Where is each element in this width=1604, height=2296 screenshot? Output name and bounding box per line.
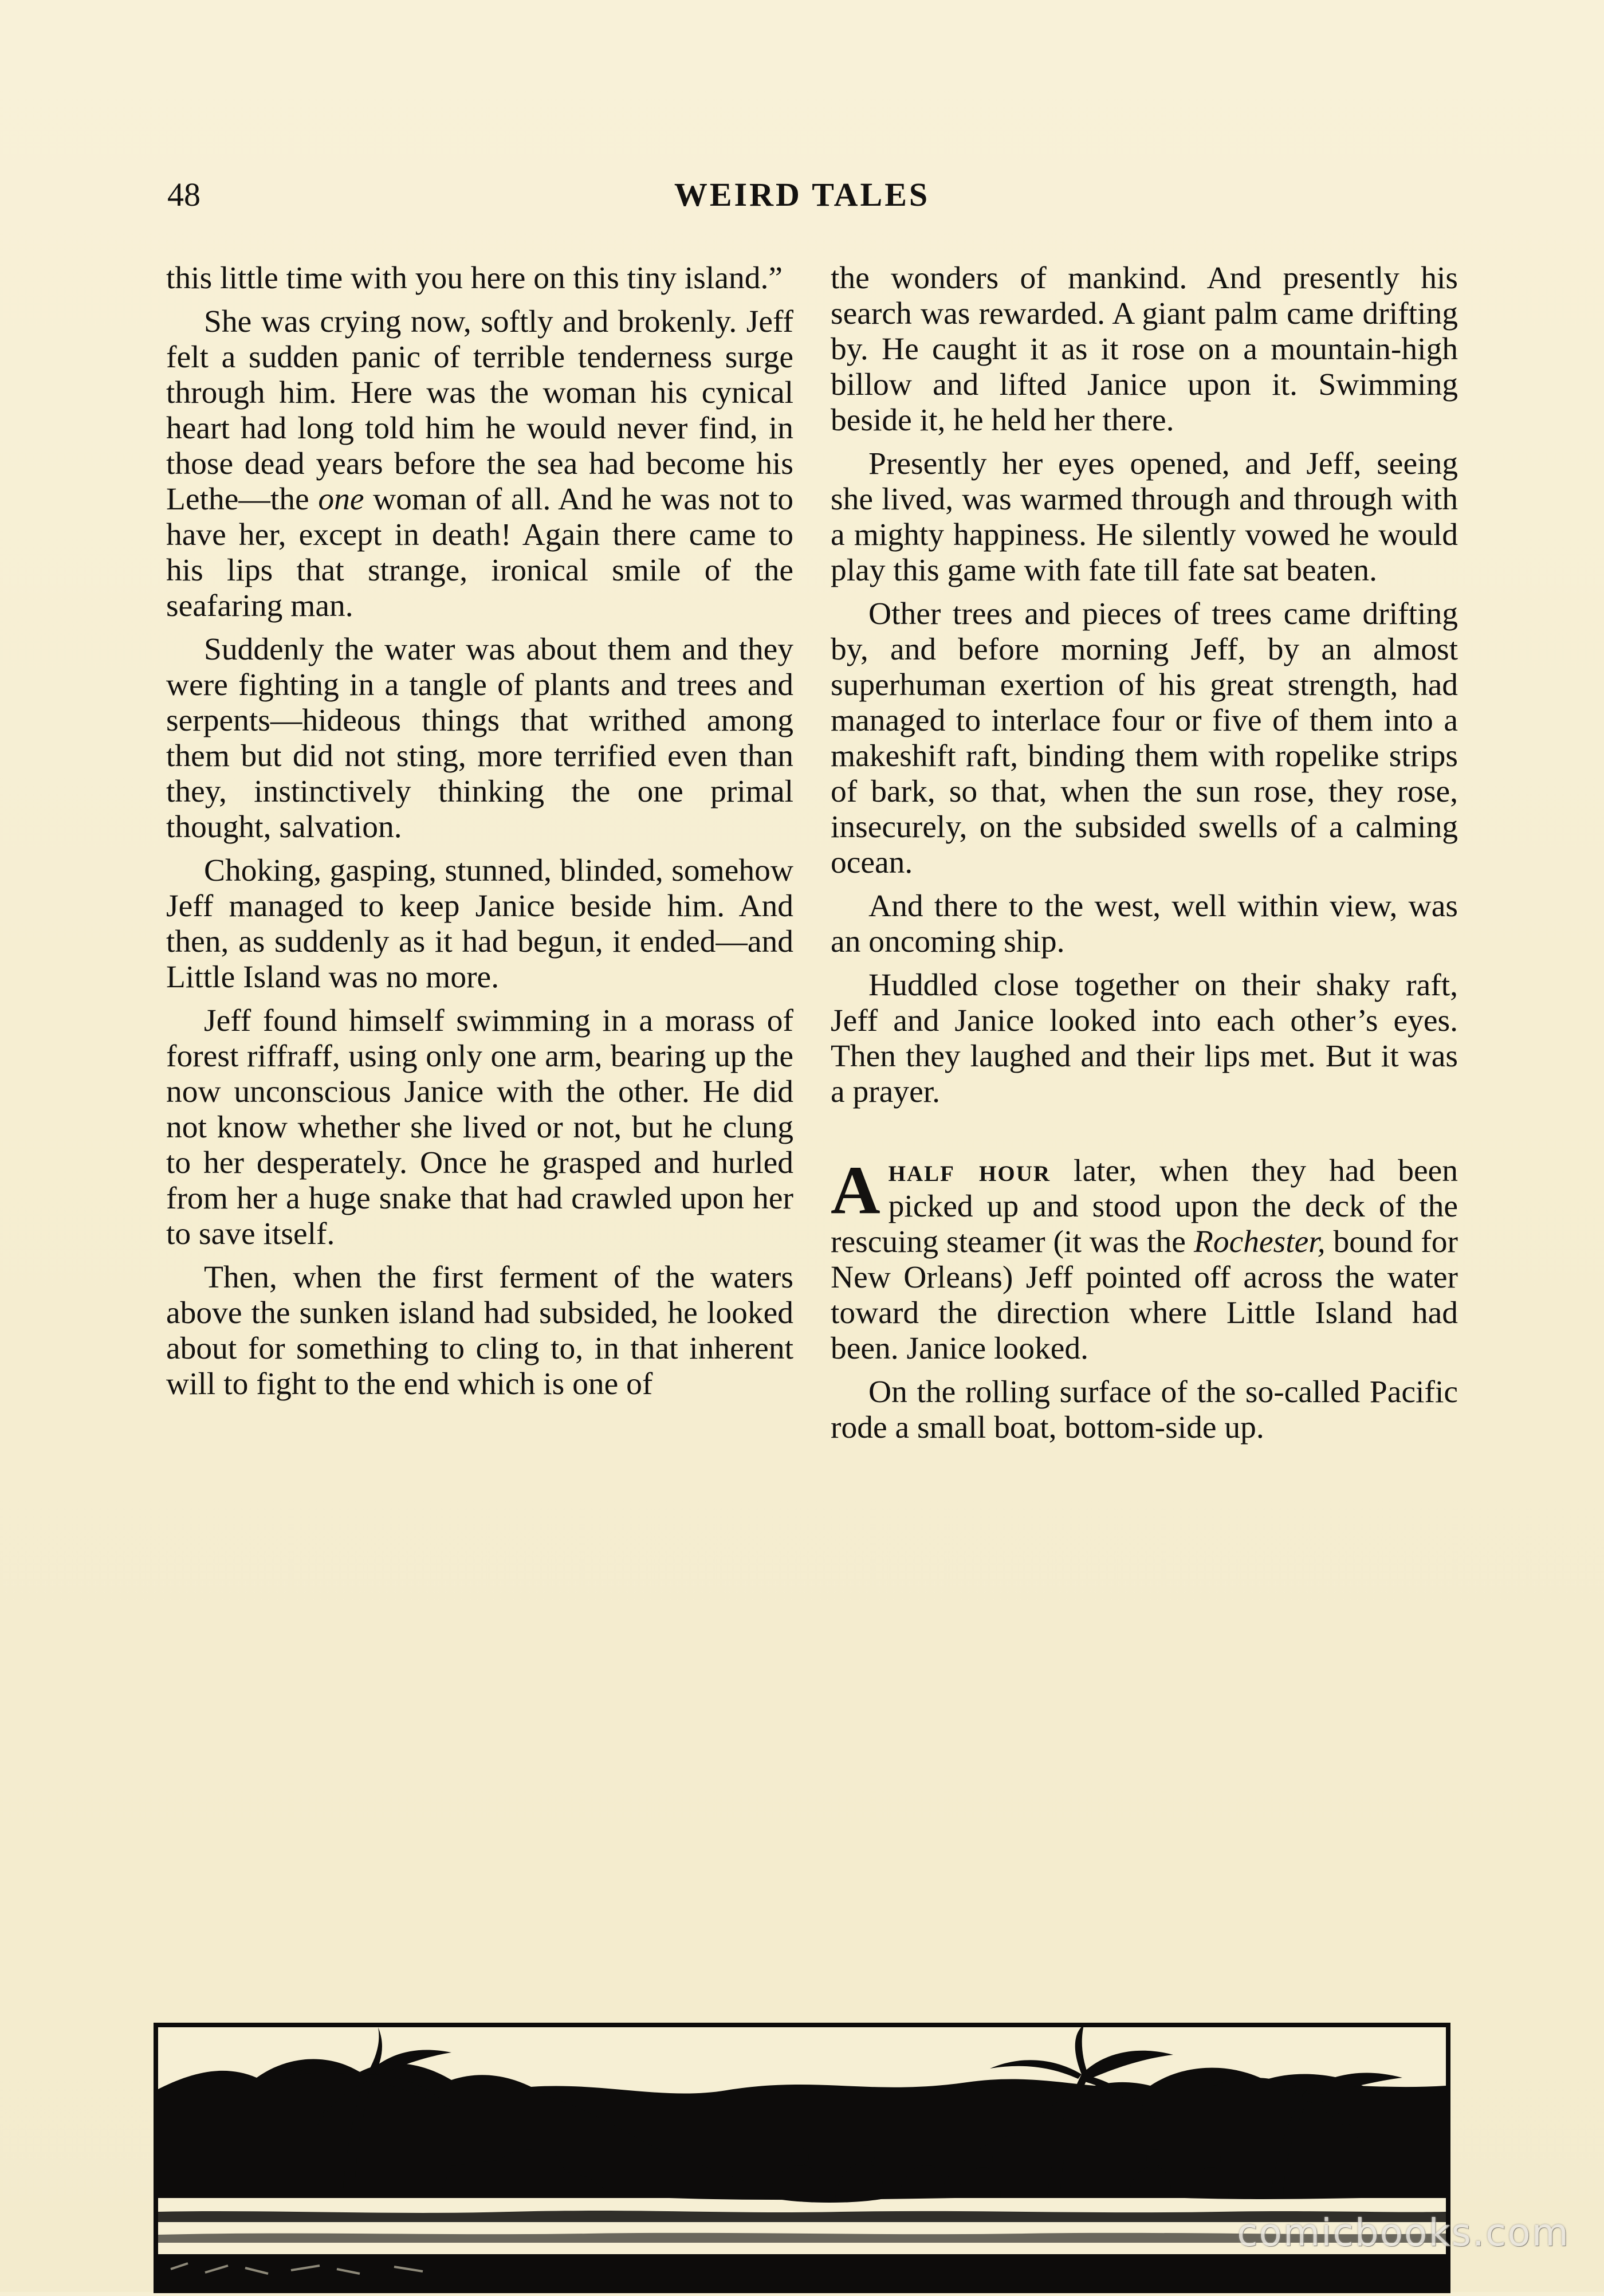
paragraph: Suddenly the water was about them and they were fighting in a tangle of plants and trees and serpents—hideous things that writhed among them but did not sting, more terrified even than they, instinctively thinking the one primal thought, salvation. xyxy=(166,632,793,845)
left-column xyxy=(166,261,793,1410)
paragraph: Other trees and pieces of trees came drifting by, and before morning Jeff, by an almost superhuman exertion of his great strength, had managed to interlace four or five of them into a makeshift raft, binding them with ropelike strips of bark, so that, when the sun rose, they rose, insecurely, on the subsided swells of a calming ocean. xyxy=(831,596,1458,880)
watermark: comicbooks.com xyxy=(1237,2211,1570,2255)
final-paragraph: Ahalf hour later, when they had been picked up and stood upon the deck of the rescuing steamer (it was the Rochester, bound for New Orleans) Jeff pointed off across the water toward the direction where Little Island had been. Janice looked. xyxy=(831,1152,1458,1366)
page-number: 48 xyxy=(167,176,200,213)
paragraph: the wonders of mankind. And presently his search was rewarded. A giant palm came drifting by. He caught it as it rose on a mountain-high billow and lifted Janice upon it. Swimming beside it, he held her there. xyxy=(831,261,1458,438)
closing-paragraph: On the rolling surface of the so-called Pacific rode a small boat, bottom-side up. xyxy=(831,1375,1458,1445)
drop-cap: A xyxy=(831,1152,880,1228)
paragraph: Jeff found himself swimming in a morass of forest riffraff, using only one arm, bearing up the now unconscious Janice with the other. He did not know whether she lived or not, but he clung to her desperately. Once he grasped and hurled from her a huge snake that had crawled upon her to save itself. xyxy=(166,1003,793,1251)
section-break xyxy=(831,1118,1458,1153)
paragraph: Presently her eyes opened, and Jeff, seeing she lived, was warmed through and through with a mighty happiness. He silently vowed he would play this game with fate till fate sat beaten. xyxy=(831,446,1458,588)
small-caps-lead: half hour xyxy=(888,1153,1051,1188)
paragraph: And there to the west, well within view, was an oncoming ship. xyxy=(831,889,1458,959)
paragraph: Huddled close together on their shaky raft, Jeff and Janice looked into each other’s eyes. Then they laughed and their lips met. But it was a prayer. xyxy=(831,968,1458,1109)
paragraph: this little time with you here on this tiny island.” xyxy=(166,261,783,296)
right-column xyxy=(831,261,1458,1454)
paragraph: Then, when the first ferment of the waters above the sunken island had subsided, he looked about for something to cling to, in that inherent will to fight to the end which is one of xyxy=(166,1260,793,1402)
paragraph: Choking, gasping, stunned, blinded, somehow Jeff managed to keep Janice beside him. And then, as suddenly as it had begun, it ended—and Little Island was no more. xyxy=(166,853,793,995)
journal-title: WEIRD TALES xyxy=(674,176,930,213)
running-head xyxy=(160,175,1444,221)
paragraph: She was crying now, softly and brokenly. Jeff felt a sudden panic of terrible tenderness surge through him. Here was the woman his cynical heart had long told him he would never find, in those dead years before the sea had become his Lethe—the one woman of all. And he was not to have her, except in death! Again there came to his lips that strange, ironical smile of the seafaring man. xyxy=(166,304,793,623)
